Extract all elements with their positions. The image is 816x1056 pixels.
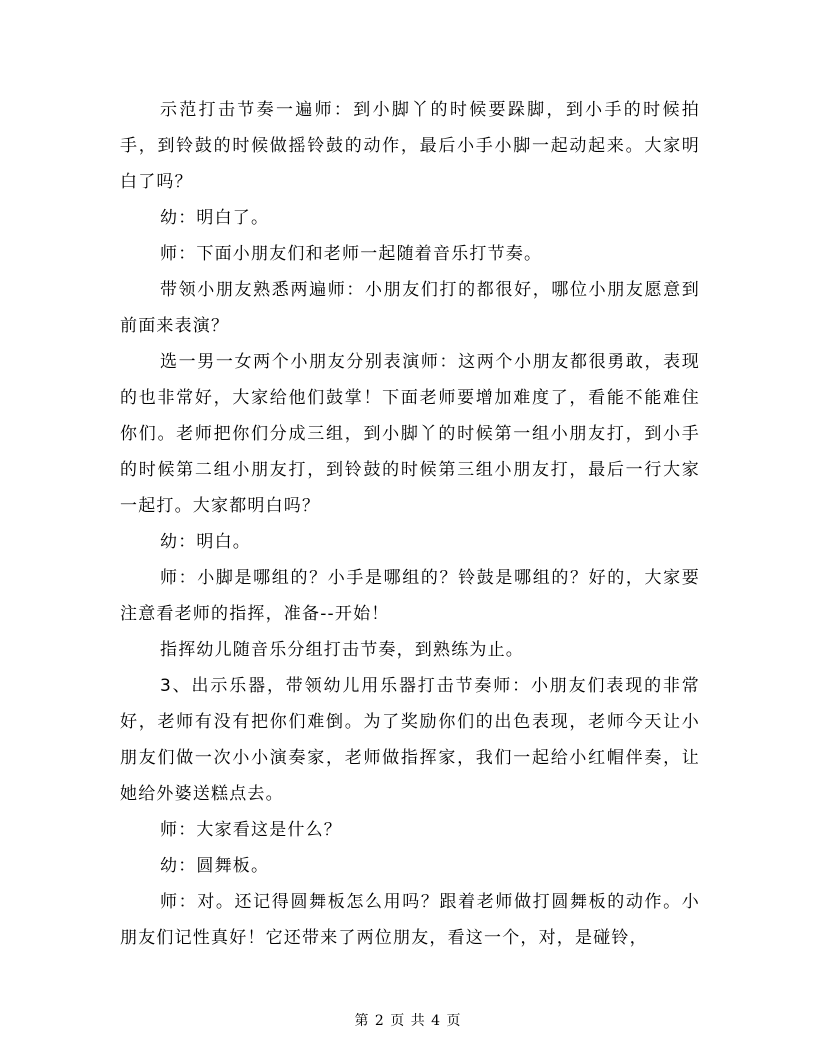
paragraph: 师：对。还记得圆舞板怎么用吗？跟着老师做打圆舞板的动作。小朋友们记性真好！它还带来了两位朋友，看这一个，对，是碰铃，	[120, 892, 700, 948]
footer-prefix: 第	[354, 1013, 370, 1029]
paragraph: 师：小脚是哪组的？小手是哪组的？铃鼓是哪组的？好的，大家要注意看老师的指挥，准备--开始！	[120, 568, 700, 624]
paragraph: 指挥幼儿随音乐分组打击节奏，到熟练为止。	[160, 640, 524, 660]
document-body	[120, 92, 700, 956]
footer-page-word: 页	[390, 1013, 406, 1029]
paragraph: 选一男一女两个小朋友分别表演师：这两个小朋友都很勇敢，表现的也非常好，大家给他们鼓掌！下面老师要增加难度了，看能不能难住你们。老师把你们分成三组，到小脚丫的时候第一组小朋友打，到小手的时候第二组小朋友打，到铃鼓的时候第三组小朋友打，最后一行大家一起打。大家都明白吗？	[120, 352, 700, 516]
paragraph: 幼：明白。	[160, 532, 251, 552]
footer-suffix: 页	[446, 1013, 462, 1029]
paragraph: 幼：明白了。	[160, 208, 270, 228]
footer-current-page: 2	[374, 1013, 385, 1029]
paragraph: 示范打击节奏一遍师：到小脚丫的时候要跺脚，到小手的时候拍手，到铃鼓的时候做摇铃鼓的动作，最后小手小脚一起动起来。大家明白了吗？	[120, 100, 700, 192]
paragraph: 3、出示乐器，带领幼儿用乐器打击节奏师：小朋友们表现的非常好，老师有没有把你们难倒。为了奖励你们的出色表现，老师今天让小朋友们做一次小小演奏家，老师做指挥家，我们一起给小红帽伴奏，让她给外婆送糕点去。	[120, 676, 700, 804]
footer-total-word: 共	[410, 1013, 426, 1029]
paragraph: 幼：圆舞板。	[160, 856, 270, 876]
paragraph: 带领小朋友熟悉两遍师：小朋友们打的都很好，哪位小朋友愿意到前面来表演？	[120, 280, 700, 336]
page-footer	[0, 1010, 816, 1030]
footer-total-pages: 4	[431, 1013, 442, 1029]
paragraph: 师：下面小朋友们和老师一起随着音乐打节奏。	[160, 244, 543, 264]
paragraph: 师：大家看这是什么？	[160, 820, 342, 840]
